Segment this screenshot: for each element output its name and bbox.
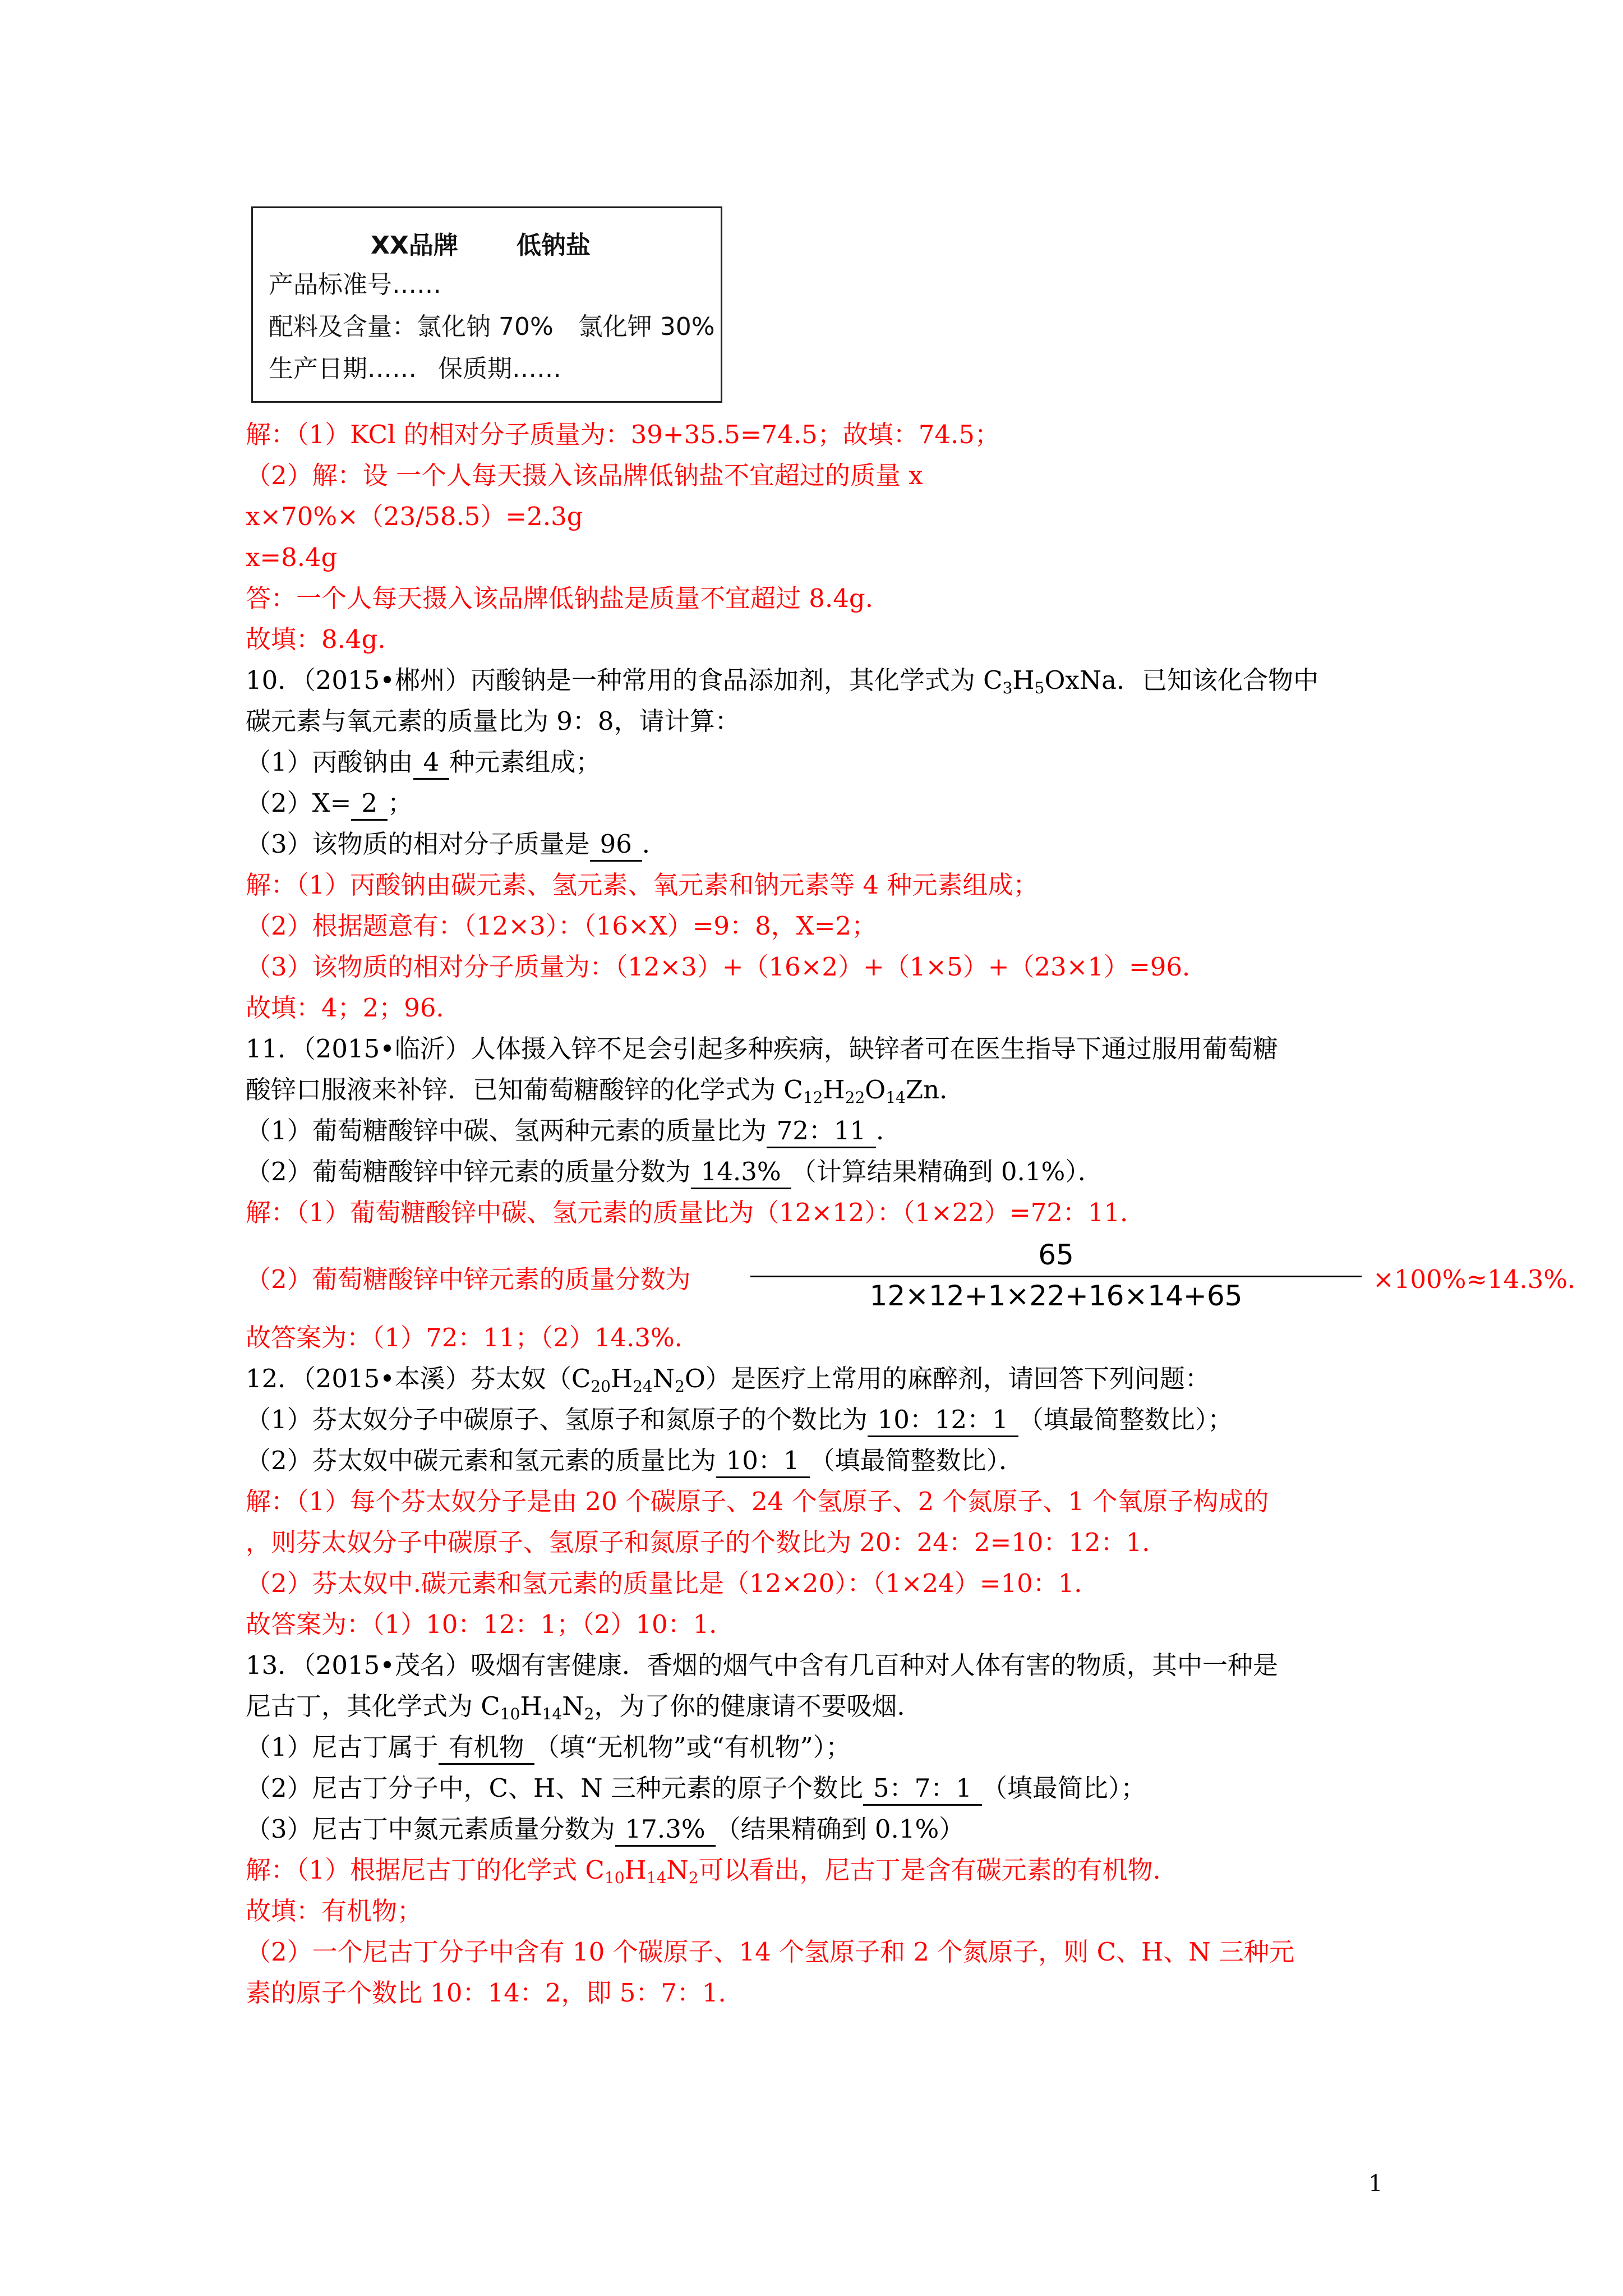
q12-solution-line: ，则芬太奴分子中碳原子、氢原子和氮原子的个数比为 20：24：2=10：12：1． [246, 1527, 1168, 1557]
answer-blank: 有机物 [439, 1732, 534, 1765]
q11-part2: （2）葡萄糖酸锌中锌元素的质量分数为 14.3% （计算结果精确到 0.1%）． [246, 1151, 1384, 1192]
page-number: 1 [1368, 2171, 1383, 2197]
q12-stem: 12．（2015•本溪）芬太奴$(C_{20}H_{24}N_2O)$是医疗上常用的麻醉剂，请回答下列问题： [246, 1364, 1210, 1396]
label-production-date: 生产日期…… [269, 355, 417, 383]
q10-solution-line: （3）该物质的相对分子质量为：（12×3）+（16×2）+（1×5）+（23×1）=96． [246, 952, 1207, 982]
q13-stem: 尼古丁，其化学式为 $C_{10}H_{14}N_2$，为了你的健康请不要吸烟． [246, 1691, 923, 1723]
product-label-box [251, 206, 722, 403]
label-product: 低钠盐 [517, 231, 591, 260]
q10-part1: （1）丙酸钠由 4 种元素组成； [246, 742, 1384, 783]
answer-blank: 5：7：1 [863, 1773, 982, 1806]
q10-part2: （2）X= 2 ； [246, 783, 1384, 823]
q9-solution-line: 解：（1）KCl 的相对分子质量为：39+35.5=74.5；故填：74.5； [246, 420, 1000, 449]
fraction-numerator: 65 [1038, 1239, 1074, 1271]
answer-blank: 10：1 [716, 1445, 810, 1478]
q12-part1: （1）芬太奴分子中碳原子、氢原子和氮原子的个数比为 10：12：1 （填最简整数比）； [246, 1399, 1384, 1440]
q10-stem: 10．（2015•郴州）丙酸钠是一种常用的食品添加剂，其化学式为 $C_3H_5OxNa$．已知该化合物中 [246, 665, 1318, 697]
q12-part2: （2）芬太奴中碳元素和氢元素的质量比为 10：1 （填最简整数比）． [246, 1440, 1384, 1481]
q11-solution-line: 解：（1）葡萄糖酸锌中碳、氢元素的质量比为（12×12）：（1×22）=72：11． [246, 1198, 1146, 1227]
q11-stem: 11．（2015•临沂）人体摄入锌不足会引起多种疾病，缺锌者可在医生指导下通过服用葡萄糖 [246, 1034, 1278, 1064]
q12-solution-line: 解：（1）每个芬太奴分子是由 20 个碳原子、24 个氢原子、2 个氮原子、1 个氧原子构成的 [246, 1487, 1269, 1516]
q10-solution-line: （2）根据题意有：（12×3）：（16×X）=9：8，X=2； [246, 911, 877, 941]
fraction-denominator: 12×12+1×22+16×14+65 [869, 1280, 1243, 1312]
q13-stem: 13．（2015•茂名）吸烟有害健康．香烟的烟气中含有几百种对人体有害的物质，其中一种是 [246, 1650, 1278, 1680]
q9-solution-line: 答：一个人每天摄入该品牌低钠盐是质量不宜超过 8.4g. [246, 583, 873, 613]
q13-part1: （1）尼古丁属于 有机物 （填“无机物”或“有机物”）； [246, 1727, 1384, 1768]
answer-blank: 10：12：1 [868, 1404, 1018, 1437]
label-shelf-life: 保质期…… [438, 355, 561, 383]
q10-stem: 碳元素与氧元素的质量比为 9：8，请计算： [246, 706, 740, 736]
q13-part3: （3）尼古丁中氮元素质量分数为 17.3% （结果精确到 0.1%） [246, 1809, 1384, 1849]
q13-solution-line: 故填：有机物； [246, 1896, 423, 1926]
answer-blank: 72：11 [767, 1115, 877, 1148]
answer-blank: 2 [351, 788, 388, 821]
q10-solution-line: 解：（1）丙酸钠由碳元素、氢元素、氧元素和钠元素等 4 种元素组成； [246, 870, 1039, 900]
q9-solution-line: x=8.4g [246, 542, 338, 572]
q12-solution-line: 故答案为：（1）10：12：1；（2）10：1． [246, 1609, 735, 1639]
q12-solution-line: （2）芬太奴中.碳元素和氢元素的质量比是（12×20）：（1×24）=10：1． [246, 1568, 1100, 1598]
q11-fraction-line: （2）葡萄糖酸锌中锌元素的质量分数为 65 12×12+1×22+16×14+65 ×100%≈14.3%． [246, 1233, 1384, 1317]
q11-stem: 酸锌口服液来补锌．已知葡萄糖酸锌的化学式为 $C_{12}H_{22}O_{14}Zn$． [246, 1075, 965, 1107]
answer-blank: 14.3% [691, 1156, 791, 1189]
q11-solution-line: 故答案为：（1）72：11；（2）14.3%． [246, 1323, 700, 1352]
q11-part1: （1）葡萄糖酸锌中碳、氢两种元素的质量比为 72：11 ． [246, 1110, 1384, 1151]
answer-blank: 17.3% [615, 1814, 716, 1847]
label-standard-no: 产品标准号…… [269, 270, 441, 299]
q10-part3: （3）该物质的相对分子质量是 96 ． [246, 823, 1384, 864]
q9-solution-line: x×70%×（23/58.5）=2.3g [246, 501, 583, 531]
label-ingredients: 配料及含量：氯化钠 70% 氯化钾 30% [269, 312, 715, 341]
q13-part2: （2）尼古丁分子中，C、H、N 三种元素的原子个数比 5：7：1 （填最简比）； [246, 1768, 1384, 1809]
q13-solution-line: 解：（1）根据尼古丁的化学式 $C_{10}H_{14}N_2$可以看出，尼古丁是含有碳元素的有机物． [246, 1855, 1178, 1887]
q9-solution-line: 故填：8.4g. [246, 624, 386, 654]
q10-solution-line: 故填：4；2；96． [246, 993, 462, 1023]
mass-fraction-formula [750, 1236, 1362, 1314]
q9-solution-line: （2）解：设 一个人每天摄入该品牌低钠盐不宜超过的质量 x [246, 461, 923, 490]
label-brand: XX品牌 [371, 231, 458, 260]
answer-blank: 96 [590, 829, 642, 862]
document-body [246, 414, 1593, 2013]
answer-blank: 4 [413, 747, 450, 780]
q13-solution-line: （2）一个尼古丁分子中含有 10 个碳原子、14 个氢原子和 2 个氮原子，则 C、H、N 三种元 [246, 1937, 1294, 1967]
q13-solution-line: 素的原子个数比 10：14：2，即 5：7：1． [246, 1978, 744, 2008]
